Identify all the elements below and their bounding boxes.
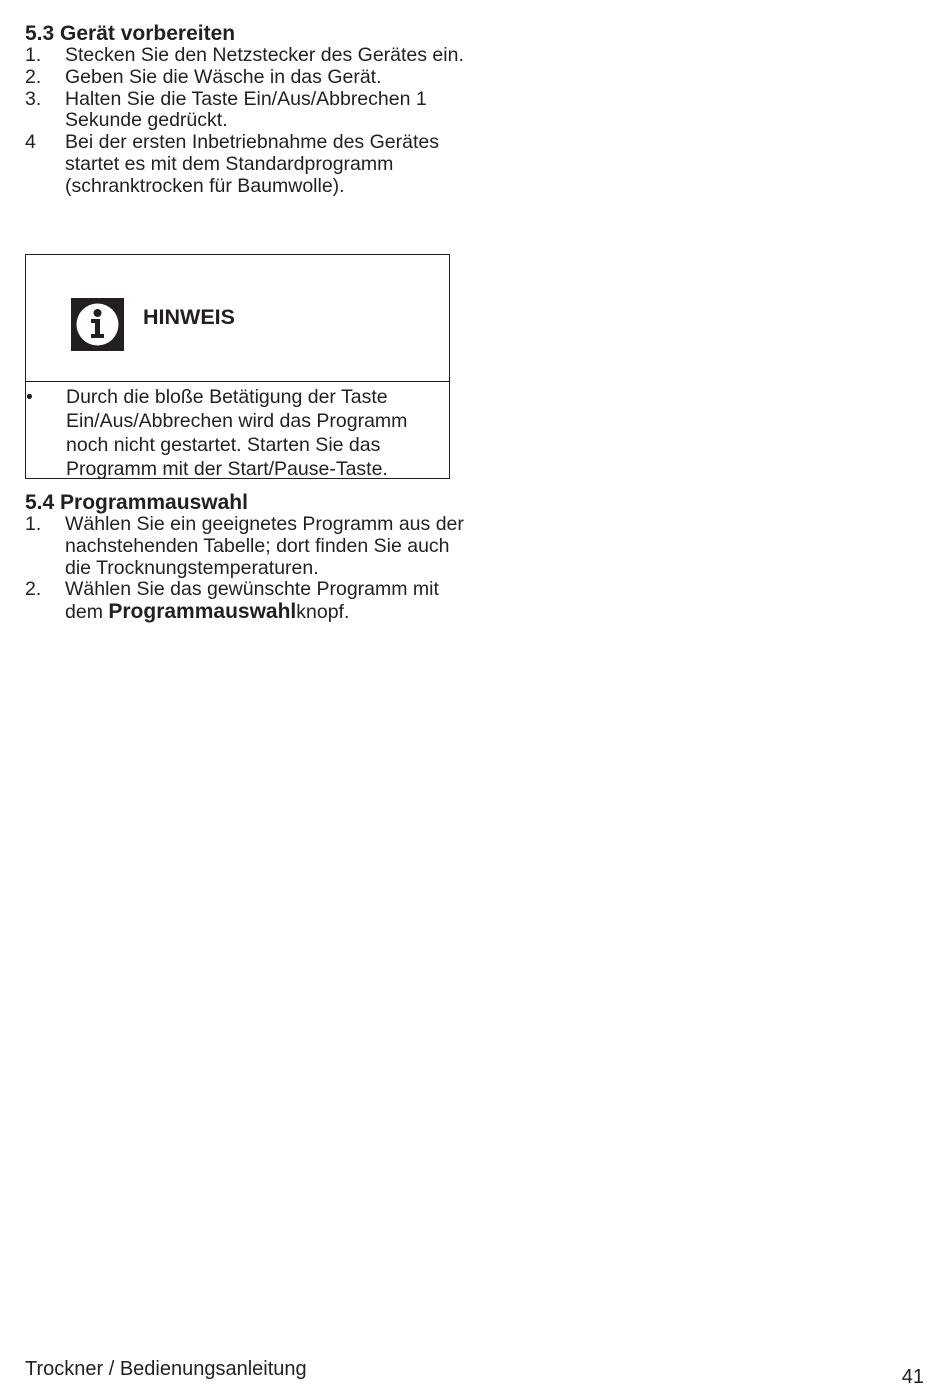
- section-5-3: [25, 23, 465, 198]
- step-number: 4: [25, 131, 36, 154]
- section-heading-5-3: 5.3 Gerät vorbereiten: [25, 22, 236, 45]
- step-item: [25, 514, 465, 579]
- section-5-4: [25, 492, 465, 624]
- step-number: 2.: [25, 65, 42, 88]
- step-text-before: Wählen Sie das gewünschte Programm mit dem: [65, 578, 439, 624]
- step-list-5-4: [25, 514, 465, 624]
- step-item: [25, 579, 465, 624]
- step-text: Stecken Sie den Netzstecker des Gerätes ein.: [65, 44, 464, 66]
- footer-title: Trockner / Bedienungsanleitung: [25, 1358, 307, 1380]
- step-text: Geben Sie die Wäsche in das Gerät.: [65, 65, 382, 88]
- step-number: 2.: [25, 578, 42, 601]
- step-text: Bei der ersten Inbetriebnahme des Gerätes startet es mit dem Standardprogramm (schranktrocken für Baumwolle).: [65, 131, 439, 197]
- step-text: Halten Sie die Taste Ein/Aus/Abbrechen 1 Sekunde gedrückt.: [65, 87, 427, 132]
- notice-body: [26, 382, 449, 481]
- step-number: 1.: [25, 513, 42, 535]
- notice-title: HINWEIS: [143, 305, 235, 329]
- step-item: [25, 89, 465, 133]
- step-text-bold: Programmauswahl: [108, 600, 297, 624]
- section-heading-5-4: 5.4 Programmauswahl: [25, 491, 248, 514]
- notice-header: [26, 255, 449, 382]
- page-number: 41: [901, 1366, 924, 1388]
- bullet-icon: •: [26, 386, 33, 408]
- info-icon: [71, 298, 124, 351]
- notice-text: Durch die bloße Betätigung der Taste Ein/Aus/Abbrechen wird das Programm noch nicht gestartet. Starten Sie das Programm mit der Start/Pause-Taste.: [66, 386, 408, 480]
- step-text-after: knopf.: [296, 601, 350, 624]
- step-text: Wählen Sie ein geeignetes Programm aus der nachstehenden Tabelle; dort finden Sie auch die Trocknungstemperaturen.: [65, 513, 464, 579]
- notice-box: [25, 254, 450, 479]
- step-item: [25, 132, 465, 197]
- step-item: [25, 67, 465, 89]
- step-number: 3.: [25, 87, 42, 110]
- step-number: 1.: [25, 44, 42, 66]
- step-list-5-3: [25, 45, 465, 198]
- step-item: [25, 45, 465, 67]
